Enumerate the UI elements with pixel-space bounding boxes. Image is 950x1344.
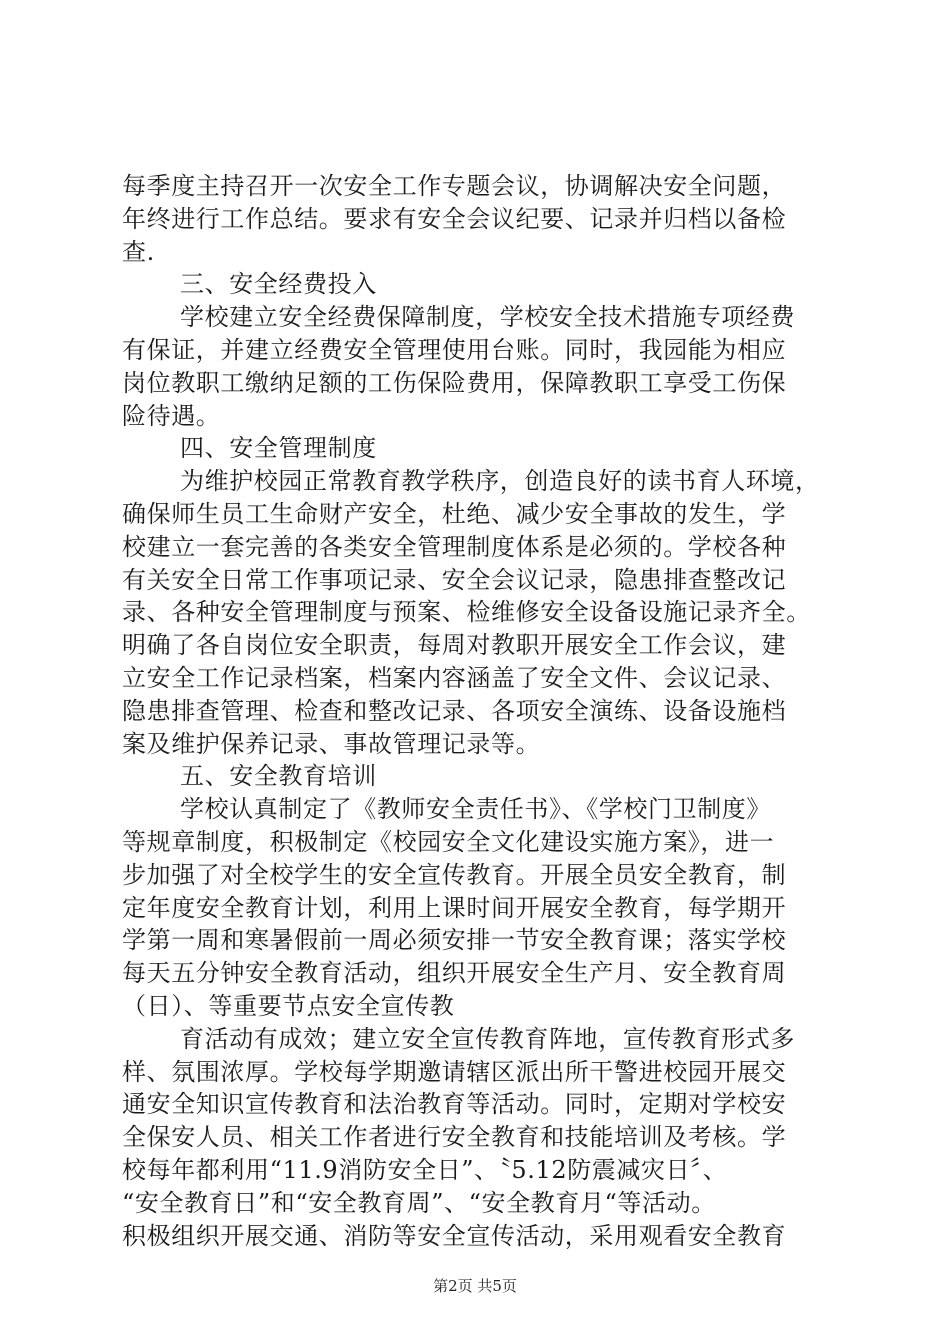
text-line: 为维护校园正常教育教学秩序，创造良好的读书育人环境， xyxy=(180,467,820,496)
text-line: 每季度主持召开一次安全工作专题会议，协调解决安全问题， xyxy=(122,172,787,200)
text-line: 有关安全日常工作事项记录、安全会议记录，隐患排查整改记 xyxy=(122,565,787,594)
text-line: 定年度安全教育计划，利用上课时间开展安全教育，每学期开 xyxy=(122,893,787,922)
text-line: 通安全知识宣传教育和法治教育等活动。同时，定期对学校安 xyxy=(122,1090,787,1119)
text-line: 育活动有成效；建立安全宣传教育阵地，宣传教育形式多 xyxy=(180,1024,795,1053)
text-line: 学校认真制定了《教师安全责任书》、《学校门卫制度》 xyxy=(180,795,771,824)
text-line: 确保师生员工生命财产安全，杜绝、减少安全事故的发生，学 xyxy=(122,499,787,528)
text-line: 三、安全经费投入 xyxy=(180,270,377,299)
text-line: 每天五分钟安全教育活动，组织开展安全生产月、安全教育周 xyxy=(122,959,787,988)
text-line: 录、各种安全管理制度与预案、检维修安全设备设施记录齐全。 xyxy=(122,598,811,627)
page-footer: 第2页 共5页 xyxy=(433,1277,517,1295)
text-line: 险待遇。 xyxy=(122,401,221,430)
text-line: 积极组织开展交通、消防等安全宣传活动，采用观看安全教育 xyxy=(122,1221,787,1250)
text-line: （日）、等重要节点安全宣传教 xyxy=(122,991,455,1020)
text-line: 五、安全教育培训 xyxy=(180,762,377,791)
text-line: 明确了各自岗位安全职责，每周对教职开展安全工作会议，建 xyxy=(122,631,787,660)
text-line: 四、安全管理制度 xyxy=(180,434,377,463)
text-line: 等规章制度，积极制定《校园安全文化建设实施方案》，进一 xyxy=(122,827,775,856)
text-line: 全保安人员、相关工作者进行安全教育和技能培训及考核。学 xyxy=(122,1123,787,1152)
text-line: 年终进行工作总结。要求有安全会议纪要、记录并归档以备检 xyxy=(122,204,787,233)
text-line: 查. xyxy=(122,237,155,266)
text-line: 学校建立安全经费保障制度，学校安全技术措施专项经费 xyxy=(180,303,795,332)
text-line: 样、氛围浓厚。学校每学期邀请辖区派出所干警进校园开展交 xyxy=(122,1057,787,1086)
text-line: 有保证，并建立经费安全管理使用台账。同时，我园能为相应 xyxy=(122,335,787,364)
text-line: 岗位教职工缴纳足额的工伤保险费用，保障教职工享受工伤保 xyxy=(122,368,787,397)
text-line: 隐患排查管理、检查和整改记录、各项安全演练、设备设施档 xyxy=(122,696,787,725)
text-line: 学第一周和寒暑假前一周必须安排一节安全教育课；落实学校 xyxy=(122,926,787,955)
text-line: 校建立一套完善的各类安全管理制度体系是必须的。学校各种 xyxy=(122,532,787,561)
text-line: 校每年都利用“11.9消防安全日”、〝5.12防震减灾日〞、 xyxy=(122,1155,728,1184)
document-body xyxy=(122,170,834,1252)
text-line: 步加强了对全校学生的安全宣传教育。开展全员安全教育，制 xyxy=(122,860,787,889)
text-line: 立安全工作记录档案，档案内容涵盖了安全文件、会议记录、 xyxy=(122,663,787,692)
text-line: 案及维护保养记录、事故管理记录等。 xyxy=(122,729,541,758)
text-line: “安全教育日”和“安全教育周”、“安全教育月“等活动。 xyxy=(122,1188,716,1217)
